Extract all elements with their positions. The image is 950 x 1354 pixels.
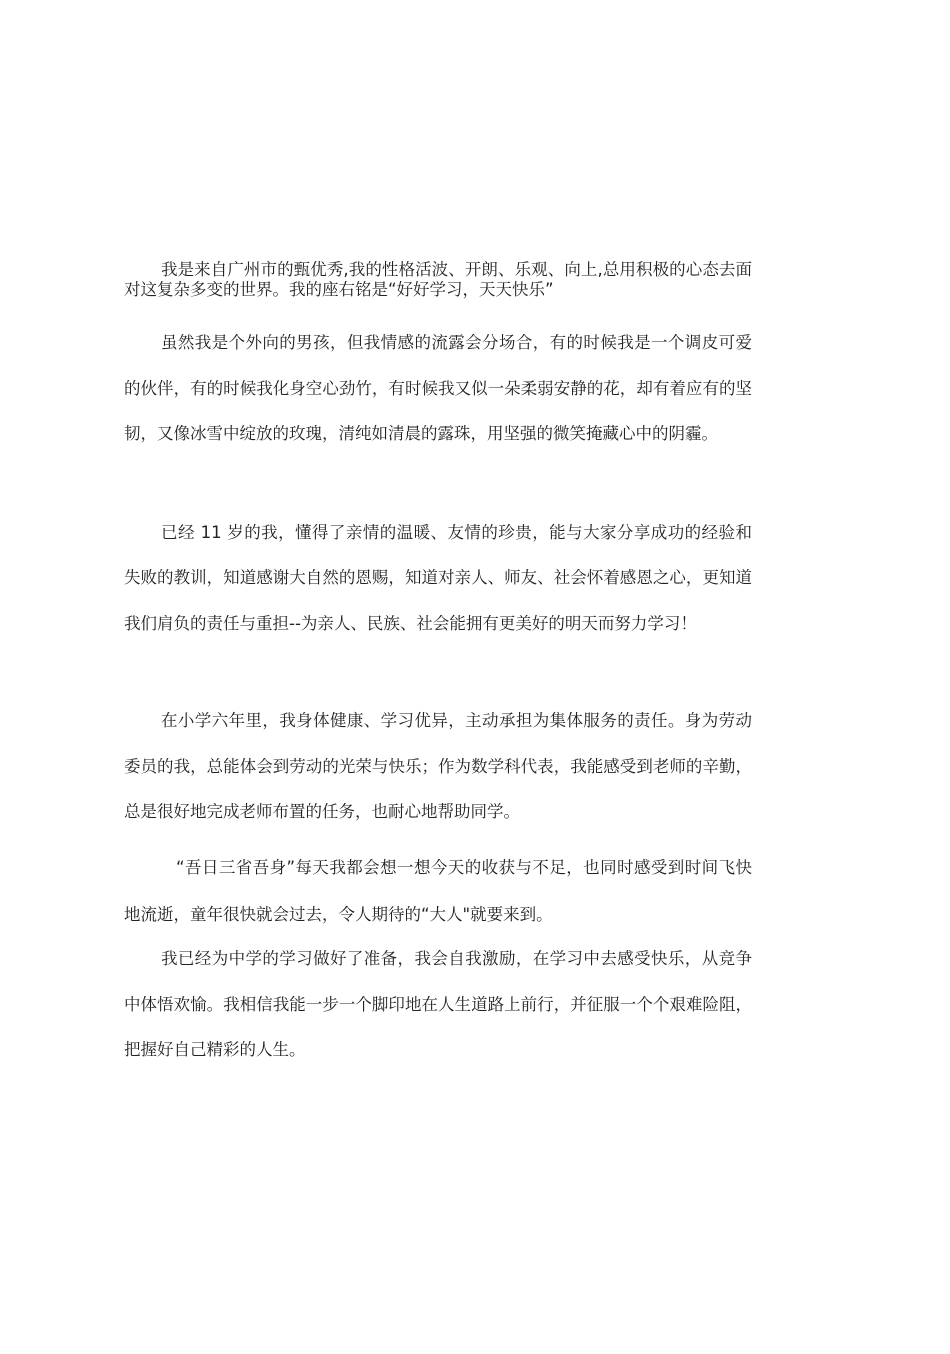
paragraph-reflection: “吾日三省吾身”每天我都会想一想今天的收获与不足，也同时感受到时间飞快地流逝，童年很快就会过去，令人期待的“大人"就要来到。 bbox=[124, 858, 752, 924]
paragraph-personality: 虽然我是个外向的男孩，但我情感的流露会分场合，有的时候我是一个调皮可爱的伙伴，有的时候我化身空心劲竹，有时候我又似一朵柔弱安静的花，却有着应有的坚韧，又像冰雪中绽放的玫瑰，清纯如清晨的露珠，用坚强的微笑掩藏心中的阴霾。 bbox=[124, 333, 752, 444]
paragraph-gratitude: 已经 11 岁的我，懂得了亲情的温暖、友情的珍贵，能与大家分享成功的经验和失败的教训，知道感谢大自然的恩赐，知道对亲人、师友、社会怀着感恩之心，更知道我们肩负的责任与重担--为亲人、民族、社会能拥有更美好的明天而努力学习！ bbox=[124, 523, 752, 633]
paragraph-intro: 我是来自广州市的甄优秀,我的性格活波、开朗、乐观、向上,总用积极的心态去面对这复杂多变的世界。我的座右铭是“好好学习，天天快乐” bbox=[124, 260, 752, 299]
paragraph-future: 我已经为中学的学习做好了准备，我会自我激励，在学习中去感受快乐，从竞争中体悟欢愉。我相信我能一步一个脚印地在人生道路上前行，并征服一个个艰难险阻，把握好自己精彩的人生。 bbox=[124, 949, 752, 1060]
paragraph-school-life: 在小学六年里，我身体健康、学习优异，主动承担为集体服务的责任。身为劳动委员的我，总能体会到劳动的光荣与快乐；作为数学科代表，我能感受到老师的辛勤，总是很好地完成老师布置的任务，也耐心地帮助同学。 bbox=[124, 711, 752, 821]
